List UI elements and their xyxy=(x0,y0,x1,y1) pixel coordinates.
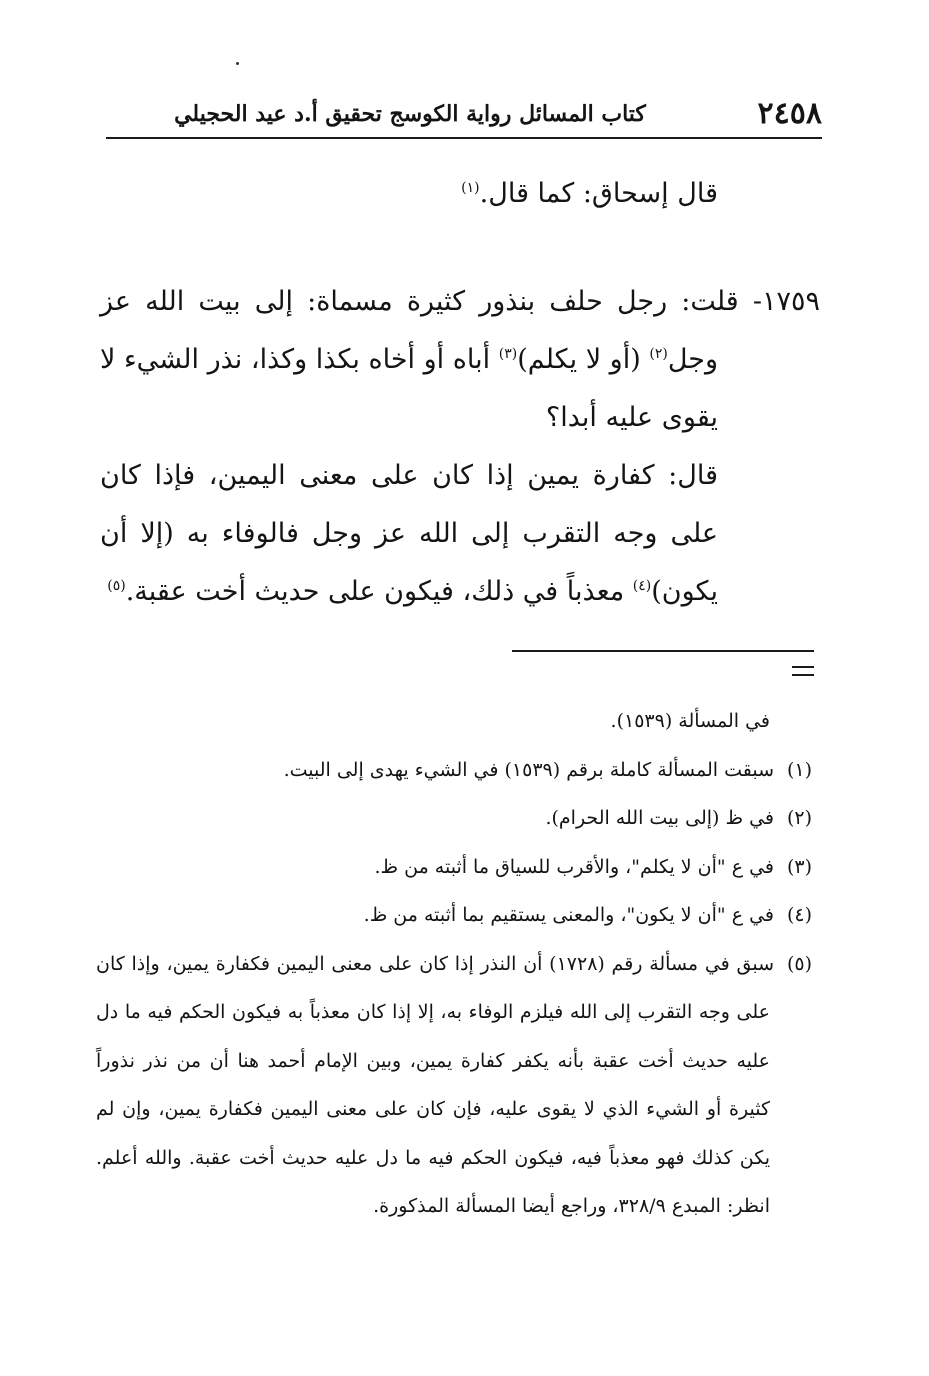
answer-text-1: قال: كفارة يمين إذا كان على معنى اليمين، فإذا كان على وجه التقرب إلى الله عز وجل فالوفاء به (إلا أن يكون) xyxy=(100,460,718,607)
footnote-separator xyxy=(512,650,814,652)
page-number: ٢٤٥٨ xyxy=(757,96,822,131)
main-text xyxy=(100,165,820,621)
page-header xyxy=(108,92,822,136)
footnote-text: في ع "أن لا يكون"، والمعنى يستقيم بما أثبته من ظ. xyxy=(363,904,774,926)
answer-text-2: معذباً في ذلك، فيكون على حديث أخت عقبة. xyxy=(125,576,633,607)
footnote-continuation: في المسألة (١٥٣٩). xyxy=(610,710,770,732)
question-text-1: قلت: رجل حلف بنذور كثيرة مسماة: إلى بيت الله عز وجل xyxy=(100,286,753,375)
footnote-number: (٢) xyxy=(786,807,812,829)
continuation-equals-mark xyxy=(792,666,814,684)
answer-paragraph xyxy=(100,447,820,621)
footnote-number: (١) xyxy=(786,758,812,781)
footnote-ref-2: (٢) xyxy=(649,346,668,362)
opening-line-text: قال إسحاق: كما قال. xyxy=(479,178,718,209)
footnote-1 xyxy=(96,746,812,795)
footnote-text: سبقت المسألة كاملة برقم (١٥٣٩) في الشيء يهدى إلى البيت. xyxy=(283,758,774,781)
question-text-2: (أو لا يكلم) xyxy=(517,344,650,375)
opening-line xyxy=(100,165,820,223)
footnote-text: سبق في مسألة رقم (١٧٢٨) أن النذر إذا كان على معنى اليمين فكفارة يمين، وإذا كان على وجه التقرب إلى الله فيلزم الوفاء به، إلا إذا كان معذباً به فيكون الحكم فيه ما دل عليه حديث أخت عقبة بأنه يكفر كفارة يمين، وبين الإمام أحمد هنا أن من نذر نذوراً كثيرة أو الشيء الذي لا يقوى عليه، فإن كان على معنى اليمين فكفارة يمين، وإن لم يكن كذلك فهو معذباً فيه، فيكون الحكم فيه ما دل عليه حديث أخت عقبة. والله أعلم. انظر: المبدع ٣٢٨/٩، وراجع أيضا المسألة المذكورة. xyxy=(96,952,774,1217)
footnote-ref-3: (٣) xyxy=(498,346,518,362)
footnote-4 xyxy=(96,891,812,940)
footnote-2 xyxy=(96,794,812,843)
footnote-text: في ع "أن لا يكلم"، والأقرب للسياق ما أثبته من ظ. xyxy=(374,855,774,878)
footnote-text: في ظ (إلى بيت الله الحرام). xyxy=(545,807,774,829)
question-text-3: أباه أو أخاه بكذا وكذا، نذر الشيء لا يقوى عليه أبدا؟ xyxy=(100,344,718,433)
footnote-number: (٤) xyxy=(786,904,812,926)
question-paragraph xyxy=(100,273,820,447)
footnote-3 xyxy=(96,843,812,892)
footnote-ref-4: (٤) xyxy=(632,578,652,594)
speck-mark xyxy=(236,62,239,65)
footnote-5 xyxy=(96,940,812,1231)
footnote-number: (٥) xyxy=(786,952,812,975)
running-title: كتاب المسائل رواية الكوسج تحقيق أ.د عيد الحجيلي xyxy=(174,101,646,127)
header-rule xyxy=(106,137,822,139)
footnote-ref-1: (١) xyxy=(461,180,480,196)
footnotes-section xyxy=(96,697,812,1231)
footnote-number: (٣) xyxy=(786,855,812,878)
footnote-ref-5: (٥) xyxy=(107,578,126,594)
entry-number: ١٧٥٩- xyxy=(752,286,820,317)
